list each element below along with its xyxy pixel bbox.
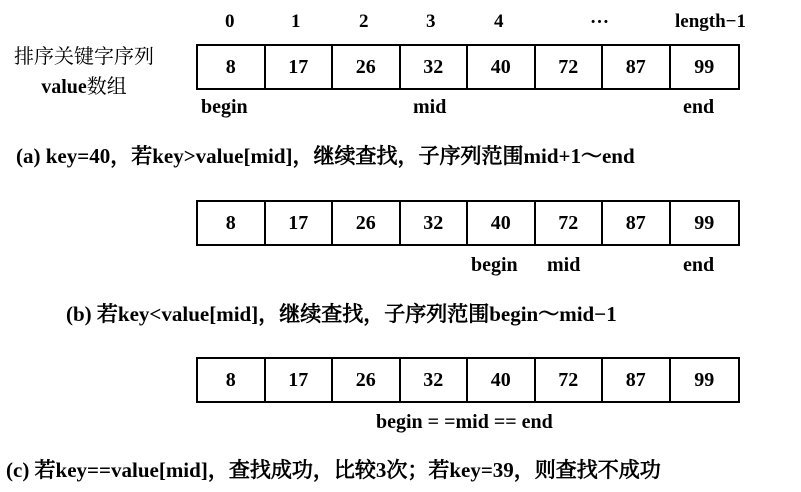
pointer-mid-a: mid [413,96,447,118]
array-cell: 87 [603,359,671,401]
array-cell: 32 [401,202,469,244]
array-cell: 8 [198,202,266,244]
side-label-array: 数组 [86,76,127,98]
index-0: 0 [225,11,235,32]
array-cell: 40 [468,202,536,244]
pointer-mid-b: mid [547,254,581,276]
array-cell: 99 [694,211,715,234]
array-cell: 8 [198,359,266,401]
array-cell: 72 [536,359,604,401]
pointer-end-b: end [683,254,715,276]
array-cell: 8 [198,46,266,88]
index-1: 1 [291,11,301,32]
pointer-end-a: end [683,96,715,118]
array-cell: 17 [266,202,334,244]
array-cell: 72 [536,202,604,244]
array-cell: 72 [536,46,604,88]
side-label-value: value [41,76,87,98]
array-c [196,357,740,403]
caption-a: (a) key=40，若key>value[mid]，继续查找，子序列范围mid+1～end [16,144,635,168]
index-2: 2 [359,11,369,32]
array-cell: 26 [333,359,401,401]
array-cell: 26 [333,46,401,88]
index-4: 4 [494,11,504,32]
caption-b: (b) 若key<value[mid]，继续查找，子序列范围begin～mid−1 [66,302,617,326]
array-a [196,44,740,90]
side-label-line1: 排序关键字序列 [14,46,154,68]
side-label-line2 [14,72,154,102]
pointer-begin-a: begin [201,96,248,118]
index-3: 3 [426,11,436,32]
array-b [196,200,740,246]
array-cell: 40 [468,359,536,401]
array-cell: 87 [603,46,671,88]
array-cell: 32 [401,359,469,401]
array-cell: 32 [401,46,469,88]
array-cell: 87 [603,202,671,244]
pointer-begin-b: begin [471,254,518,276]
array-cell: 17 [266,359,334,401]
array-cell: 40 [468,46,536,88]
array-cell: 17 [266,46,334,88]
side-label [14,42,154,102]
index-ellipsis: … [590,7,609,28]
array-cell: 26 [333,202,401,244]
array-cell: 99 [694,55,715,78]
array-cell: 99 [694,368,715,391]
pointer-all-c: begin = =mid == end [376,411,553,433]
index-last: length−1 [675,11,746,32]
caption-c: (c) 若key==value[mid]，查找成功，比较3次；若key=39，则查找不成功 [6,458,661,482]
